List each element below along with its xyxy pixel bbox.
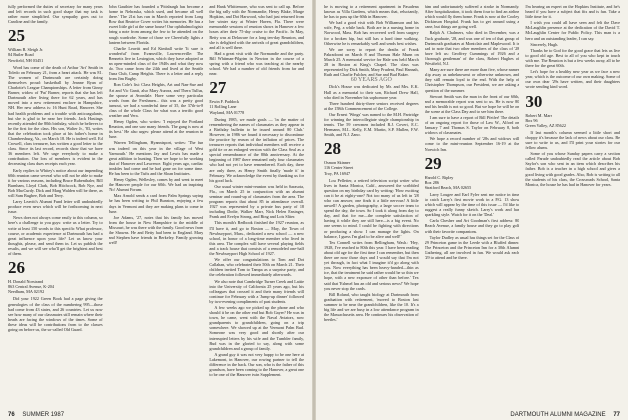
body-paragraph: Larry Lougee and Earl Fyler sent me notice in time to catch Larry's first movie work in a P.G. 13 show which will appear by the time of this issue — I'd like to suggest a really funny sketch. Larry's work and has sparkling style. Watch for it on the 'Deal.' <box>424 191 520 218</box>
address-line: Box 96 <box>525 117 538 123</box>
class-secretary-address <box>425 175 520 190</box>
body-paragraph: Early replies to Whitey's notice about our impending 60th reunion came several who will not be able to make it for various reasons, including Bruce Rubenthaler, Bill Burnham, Lloyd Clark, Bob Hitchcock, Bob Nye, and Bob MacCurdy. Dick and Marg Walden will be there, as will Sam Bugbee, Bob and Terry. <box>8 167 103 198</box>
body-paragraph: fully performed the duties of secretary for many years and left records in such good shape that my task is rather more simplified. Our sympathy goes out to Caroline and the family. <box>8 4 103 25</box>
body-paragraph: Lou Pelletier, a retired television script writer who lives in Santa Monica, Calif., answered the scribbled question on my birthday card by writing: 'How exciting can it be at eighty-one? Not too many of us left in '28 who can answer, one finds it a little nervous! A little unwell! A garden, photography, a large soccer team to spend the day, the town. So I took it along from day to day, and that for me—the complete satisfaction of having it while they are still here—is a big event. No one seems to mind. I could be fighting with directions or producing a show. I can manage the lights. On balance, I guess I'm glad to be alive and well!' <box>324 177 419 239</box>
class-number: 30 <box>525 91 543 111</box>
column-3 <box>209 4 304 406</box>
address-line: Green Valley, AZ 85622 <box>525 122 566 128</box>
address-line: Newfield, NH 03451 <box>8 57 44 63</box>
body-paragraph: Ron Cole's list: Class Heights, Art and Nan-Sue and Art and Vic Gantt, also Mary Aurora, and Thera Tullus, the spouse at Avondale. Have some very particular words from the Freshmen... this was a pretty good turnout, we had a wonderful time of 35, the 37th-to-8 class of the whole Class for what was a terrific good weather and Vera. <box>108 82 204 118</box>
right-footer <box>324 412 620 418</box>
body-paragraph: Three hundred thirty-three seniors received degrees at the 158th Commencement of the College. <box>324 100 419 111</box>
address-line: Troy, PA 16947 <box>324 170 351 176</box>
body-paragraph: I wish you could all have seen and felt the Dave McLaughlin presence at the dedication of the David T. McLaughlin Center for Public Policy. This man is a hero and an outstanding leader, I can say. <box>525 20 621 41</box>
body-paragraph: This month's Redbook finished the 1927 reunion, as I'll have it, and go to Boston — May, the Town of Newburyport, Mass., dedicated a new school — a new school, in honor of a long-time member who lived in this area. The complex will have several playing fields and a track house that consists of a remodeled one-half the Newburyport High School of 1927. <box>209 220 305 257</box>
body-paragraph: During 1985, we made goals — 'in the matter of remembering the names of classmates as they appear in a Birthday bulletin to be issued around 80 Club.' However, in 1986 we found it necessary to discontinue the practice by reason of the inflation of prices. The treasurer reports that individual members will receive a gold tie or an enlarged version with the Class Seal as a special remembrance of the 80th anniversary. At the beginning of 1987 there remained only four classmates who had not yet to have remembered. Each day, there are only three, as Henry Smith finally 'made it' in February. We acknowledge the event by thanking us for his good luck. <box>209 116 305 183</box>
body-paragraph: A grand guy it was not very happy to be one here at Lakemont, in Hanover, our rowing partner to tell the difference in the back. Our son, who is the father of this grandson, have been coming to the Hanover, a great one to be one of the Hanover twin Supplement. <box>209 351 305 378</box>
body-paragraph: Max Arnold sends a card from Palm Springs saying he has been writing to Phil Bunston, enjoying a few days in Vermont and they are making plans to come in June. <box>108 193 204 214</box>
address-line: Wayland, MA 01778 <box>209 109 245 115</box>
address-line: Box 286 <box>424 179 439 185</box>
page-number: 77 <box>613 412 620 418</box>
body-paragraph: If last month's column seemed a little short and choppy it's because the lack of news about our class. Be sure to write to us, and I'll print your stories for our fellow alums. <box>525 129 621 151</box>
magazine-name: DARTMOUTH ALUMNI MAGAZINE <box>510 412 606 418</box>
body-paragraph: We offer our congratulations to Tom and Dot Callahan, who celebrated their 50th on March 21. Their children invited Tom to Tampa as a surprise party, and the celebration followed immediately afterwards. <box>209 257 305 278</box>
body-paragraph: Henry Ogden, Wellesley, comes by and went to meet the Hanover people for our 60th. We had an inspiring 'No' Alumni Forum. <box>108 177 204 193</box>
body-paragraph: I'm hearing an expert on the Hopkins Institute, and he's heard if you have a subject that fits and is fun. Take a little time for it. <box>525 4 621 20</box>
body-paragraph: Taylor Dudley as usual has things set for the Class of 29 Princeton game in the Leede with a Bluffed dinner. The Princeton and the Princeton Inn for a 30th Alumni Gathering, all are involved in fun. We would ask each '29 to attend and be there. <box>424 234 520 261</box>
body-paragraph: Dick's House was dedicated by Mr. and Mrs. E.K. Hall as a memorial to their son, Richard Drew Hall, who died in November his sophomore year. <box>324 84 419 100</box>
body-paragraph: Many are sure there are more than five, whose names slip away as unbeknownst or otherwise unknown, and they still remain loyal to the end. With the help of Christopher Thompson, our President, we are asking a question of the summer. <box>424 67 520 93</box>
body-paragraph: Our usual winter mini-reunion was held in Sarasota, Fla., on March 25 in conjunction with an alumni seminar and round-up of classmates from the area. The program reports that about 85 in attendance overall. 1927 was represented by a private bus party of 18 including Dodie, Walker Marr, Nick Helen Ensinger, Frank and Evelyn Strong, and Bing and Lois Sliter. <box>209 183 305 220</box>
page-number: 76 <box>8 412 15 418</box>
class-secretary-address <box>525 113 620 128</box>
body-paragraph: Sincerely, Hugh. <box>530 41 559 47</box>
body-paragraph: Thanks be to God for the good grace that lets us live to good old age. Best to all of you who kept in touch with me. The Reunion is but a few weeks away, all to be there for the great 60th. <box>525 47 621 69</box>
address-line: Erwin F. Paddock <box>209 99 240 105</box>
body-paragraph: Stewart Smith was the man in the front of our 60th, and a memorable report was sent to us. He is now 80 and his health is not so good. But we hope he will be on the scene at the Class Day and to see him there. <box>424 93 520 114</box>
right-page <box>316 0 628 420</box>
left-footer <box>8 412 304 418</box>
address-line: 863 Central Avenue, K-204 <box>8 284 54 290</box>
address-line: 116 Center Street <box>324 165 354 171</box>
body-paragraph: Carla Chesher and Art Goodman's first address: 80 Beach Avenue, a family house and they go to play golf with their favorite companions. <box>424 218 520 234</box>
body-paragraph: and Hank Whittemore, who was sent to call up. Before the big rally with the Normandie, Henry Blake, Marge Hopkins, and Dot Harwood, who had just returned from her winter stay at Winter Haven, Fla. There were memorable sessions of reunion shows in Hanover a few hours after their 75-day cruise to the Pacific. In May, Betty was at Delaware for a long ten-day Reunion, and she is delighted with the arrivals of great grandchildren, and all is well there. <box>209 4 305 50</box>
class-number: 29 <box>424 153 442 173</box>
left-folio <box>8 412 64 418</box>
column-1 <box>8 4 103 406</box>
address-line: William B. Sleigh Jr. <box>8 47 44 53</box>
body-paragraph: Had a great visit with the Normandie and the party. Bill Whitman-Pilgrim in Newton in the course of a spring with a friend who was teaching at the nearby school. We had a number of old friends from far and near. <box>209 50 305 77</box>
body-paragraph: John Gauthier has founded a 'Pittsburgh has become a home in Nebraska, which used, and became all well there.' The 21st has run in March reported from Long Bow that Beatrice Cover writes his memories. He has a sweet little girl at the same house! Our ophthalmologists bring a note from among the few to be attended on the rough wardrobe. Some of those we Cheerfully lights a lantern between Florida. <box>108 4 204 45</box>
issue-label: SUMMER 1987 <box>22 412 65 418</box>
section-heading: 60 YEARS AGO <box>350 77 392 84</box>
body-paragraph: Word has come of the death of Arthur 'Art' Smith in Toledo on February 21, from a heart attack. He was 81. The women of Dartmouth are certainly doing themselves proud: basketball by Jeanne Ryan of Charlotte's League Championships. A letter from Ginny Barner, widow of 'Pat' Barner, reports that she has left Dartmouth after living there for 62 years, and has moved into a new retirement enclave in Hampshire, NH. Her new address is: 16 Hunt Road, Hanover. She had health problems and a trouble with anticoagulants, but she is glad to be near her friends. Jack Hastings recently attended the 80th birthday, which he believes to be the first for the class. His son, Walter Jr., '83, writes that the celebration took place at his father's home in Chambersburg, Va., on March 18. He is indeed well. Ed Crowell, class treasurer, has written a good letter to the class. Since its last record, records show that we have 36 members left. We urge everybody to make a contribution. Our loss of members is evident in the decreasing class dues receipts each year. <box>8 64 103 167</box>
class-number: 25 <box>8 26 25 46</box>
body-paragraph: We had a good visit with Bob Williamson and his wife, Peg, a while back. Both are in a nursing home in Norwood, Mass. Bob has recovered well from surgery for a broken hip, but still has a hard time walking. Otherwise he is remarkably well and sends best wishes. <box>324 20 419 46</box>
body-paragraph: We hope a record number of '28s and widows will come to the mini-reunion September 16-19 at the Norwich Inn. <box>424 136 520 152</box>
body-paragraph: Some of you whose Sunday papers carry a section called Parade undoubtedly read the article about Bob Saylor's son who sent in an item which describes his father. Bob is a teacher in a high school and gives a good living with good grades. Also, Bob is writing to all the students of his class, the Crossroads School, Santa Monica, the house he has had in Hanover for years. <box>525 151 621 187</box>
left-page <box>0 0 312 420</box>
body-paragraph: Our Ernest 'Wings' was named to the M.H. Partridge for winning the intercollegiate single championship in tennis. The 59 crewmen included R.J. Covert, E.C. Hermann, M.L. Kelly, E.M. Martin, S.P. Mullen, F.W. Smith, and N.J. Zano. <box>324 111 419 138</box>
column-2 <box>109 4 204 406</box>
class-number: 27 <box>209 78 227 98</box>
body-paragraph: Henry Ogden, who writes: 'I enjoyed the Portland Reunion, and one saw many friends. The gang is now at its best.' He also urges: please attend at the reunion in June. <box>108 119 204 140</box>
right-columns <box>324 4 620 406</box>
body-paragraph: News does not always come easily to this column, so here's a challenge to you guys: write us a letter. Try to write at least 150 words to this specific What professor, course, or academic experience at Dartmouth has had a great influence upon your life? Let us know your thoughts, please, and send them in. Let us publish the results, and we will see who'll get the brightest and best of them. <box>8 215 103 257</box>
address-line: Harold C. Ripley <box>424 174 454 180</box>
body-paragraph: Warren Tellingham, Hyannisport, writes: 'The fun was indeed on this year in the village of West Yarmouth.' He mentions Jay and Lewis has made a great addition to hunting. Then we hope to be working that of Hanover and Lawrence. Eight years ago, cardiac troubles had come and he had gone on for some time. He has been to the Tufts and the Sloan Institutes. <box>108 140 204 176</box>
left-columns <box>8 4 304 406</box>
body-paragraph: him and unfortunately suffered a stroke in Normandy. After hospitalization, it took them four to find an airline which would fly them home. Frank is now at the Cooley Dickinson Hospital. Frank has to get around using a cane, but things are going well. <box>424 4 520 30</box>
class-secretary-address <box>8 47 103 62</box>
column-5 <box>425 4 520 406</box>
column-6 <box>525 4 620 406</box>
body-paragraph: Charlie Leavitt and Ed Kimball write 'It sure is wonderful' from Evansville, Lawrenceville: The Bennetts live in Lexington, which they have adopted as an open-minded class of the 1940s and what they now do. Two came from the 24th and lived at the Seattle Tuna Club, Camp Heights. There is a letter and a reply from Jim Bugby. <box>108 45 204 82</box>
body-paragraph: Let's hope for a healthy new year as we face a new year, which is the outcome of our own making. Some of our own dear '29s have written, and their daughters wrote sending kind word. <box>525 69 621 90</box>
class-number: 28 <box>324 139 341 159</box>
body-paragraph: Bill Roland, who taught biology at Dartmouth from graduation with retirement, 'moved to Boston last summer to be near the grandchildren, like the 10. It's a big life and we are busy in a low attendance program in the Massachusetts area. He continues his observation of beetles.' <box>324 291 419 323</box>
body-paragraph: A few weeks ago we picked up the phone and who should it be on the other end but Bob Gayer? He was in town, he came, went with the Naval Aviators, now grandparents to grandchildren, going on a trip somewhere. We showed up at the Vermont Palm Bud. Someone was very good and shortly after our interrupted letters by his wife and the Tumbler family, Bud was in the gloried to say, along with some grandchildren and a group of family. <box>209 304 305 351</box>
body-paragraph: We are sorry to report the deaths of Frank Pakradooni on March 8 and Thomas Hale Munn on March 25. A memorial service for Hale was held March 28 in Boston at King's Chapel. The class was represented by Dick Smith, Mary Prudent, Paul Hannah, Ruth and Charlie Fulcher, and Sue and Bud Baker. <box>324 46 419 78</box>
address-line: Needham, MA 02192 <box>8 289 45 295</box>
class-secretary-address <box>324 160 419 175</box>
body-paragraph: he is moving to a retirement apartment in Pasadena known as Villa Gardens, which means that, reluctantly, he has to pass up the 60th in Hanover. <box>324 4 419 20</box>
right-folio <box>510 412 620 418</box>
class-number: 26 <box>8 258 25 278</box>
class-secretary-address <box>209 99 304 114</box>
column-4 <box>324 4 419 406</box>
address-line: Stratford Beach, MA 02655 <box>424 184 472 190</box>
body-paragraph: Did your 1922 Green Book had a page giving the genealogies of the class of the numbering 995—those had come from 43 states, and 26 countries. Let us now see how many of our classmates still remain where their heads are facing the windows of the times. Some of these ideas will be contributions from to the classes going on before us, the so-called Old Guard. <box>8 296 103 332</box>
body-paragraph: Joe Adams, '27, notes that his family has moved from the house in New Hampshire to the middle of Missouri, he was there with the family. Good news from the Shawns. He and Betty had been to England. Mary and Stephen have friends in Berkeley. Family growing well! <box>108 214 204 246</box>
class-secretary-address <box>8 279 103 294</box>
address-line: 11 Rolling Lane <box>209 104 237 110</box>
body-paragraph: Larry Leavitt's Alumni Fund letter will undoubtedly produce even news which will be forthcoming in next issue. <box>8 199 103 215</box>
address-line: Robert M. Marr <box>525 112 552 118</box>
address-line: Osmon Skinner <box>324 160 351 166</box>
address-line: 84 Butler Road <box>8 52 34 58</box>
address-line: H. Donald Norstrand <box>8 279 44 285</box>
body-paragraph: Tex Connell writes from Bellingham, Wash.: 'Hey, 1928, I've reached to 80th this year. I have been reading about old age for the first time I can remember, but then there are now those days and I would say that I'm not yet through, in fact what I imagine it'd go along with you. Now everything has been heavy-handed—thin as ice, that the treatment he said rather would be so thin we hope, with a new exposure of other than before.' Tex said that 'Eshmel has an old and serious news!' We hope you never stop the cards. <box>324 239 419 291</box>
body-paragraph: I am sure to have a report of Bill Pfeifer! The details of an ongoing report for those of Law W., Alford on January 7 and Thomas S. Taylor on February 8, both widows of classmates. <box>424 114 520 136</box>
body-paragraph: Ralph A. Chalmers, who died in December, was a Tuck graduate, '28, and was one of ten of that group of Dartmouth graduates at Montclair and Maplewood. It is sad to note that two other members of the class of '28 have left us: Geoffrey Cummings of 1926 and a 'thorough gentleman' of the class, Robert Hughes of Westfield, N.J. <box>424 30 520 67</box>
body-paragraph: We also note that Cambridge Turner Creek and Lattie into the University of California 25 years ago, but his colleagues that crossed it and their many friends will continue for February with a 'Jump-up dinner' followed by two-evening compliments of past students. <box>209 278 305 304</box>
